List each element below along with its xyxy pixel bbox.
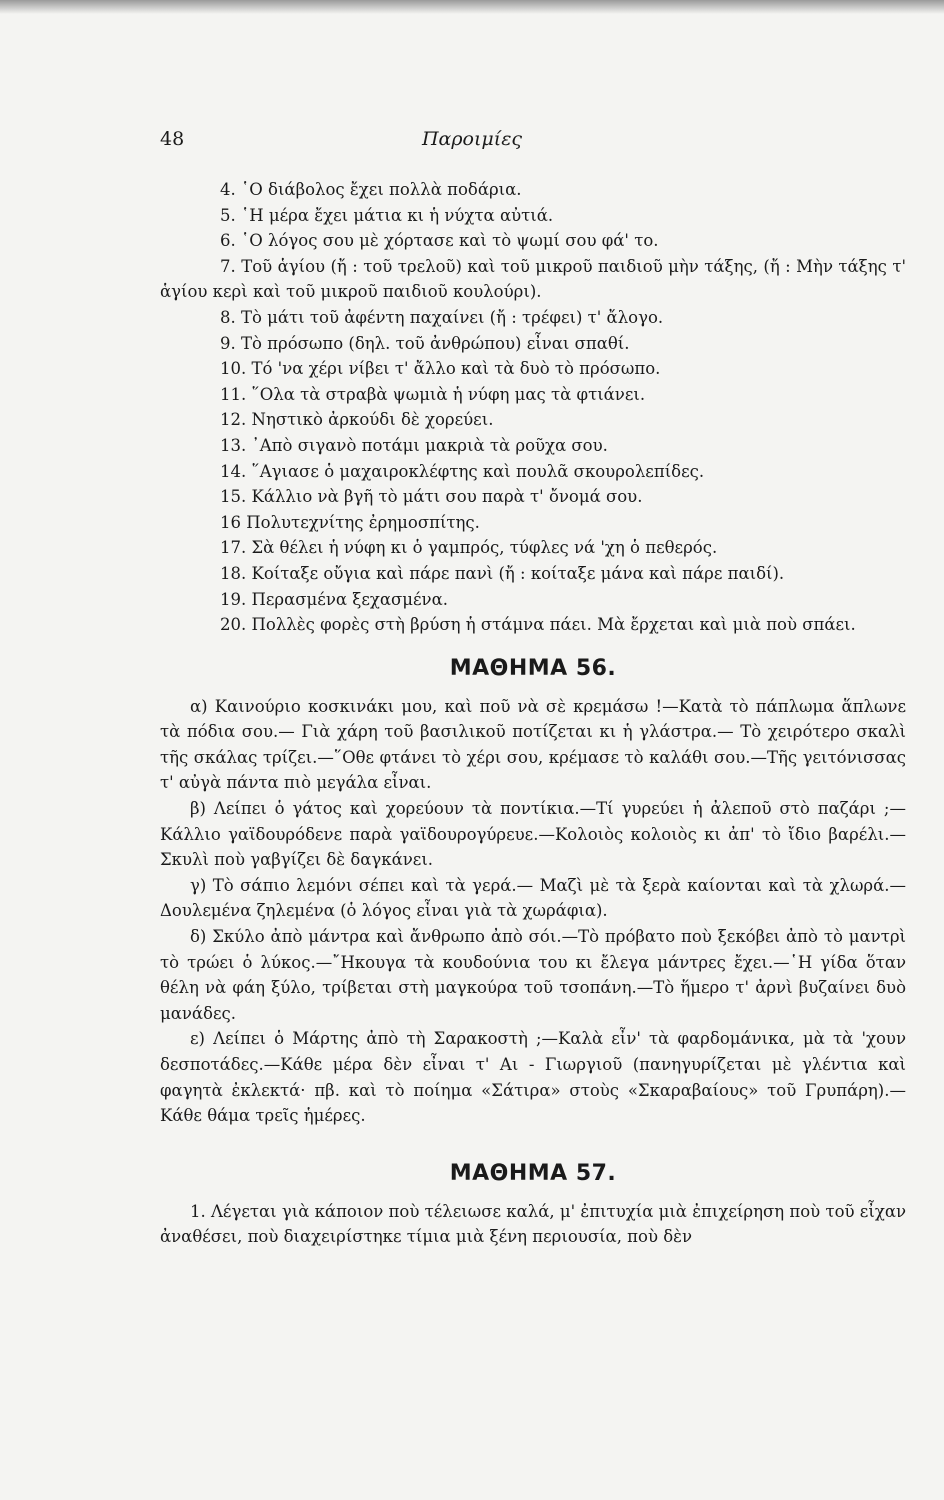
proverb-item	[160, 433, 906, 459]
lesson-56-paragraph-a: α) Καινούριο κοσκινάκι μου, καὶ ποῦ νὰ σὲ κρεμάσω !—Κατὰ τὸ πάπλωμα ἅπλωνε τὰ πόδια σου.— Γιὰ χάρη τοῦ βασιλικοῦ ποτίζεται κι ἡ γλάστρα.— Τὸ χειρότερο σκαλὶ τῆς σκάλας τρίζει.—῞Οθε φτάνει τὸ χέρι σου, κρέμασε τὸ καλάθι σου.—Τῆς γειτόνισσας τ' αὐγὰ πάντα πιὸ μεγάλα εἶναι.	[160, 696, 906, 793]
proverb-item	[160, 459, 906, 485]
proverb-text: Κοίταξε οὔγια καὶ πάρε πανὶ (ἤ : κοίταξε μάνα καὶ πάρε παιδί).	[251, 563, 785, 583]
proverb-item	[160, 177, 906, 203]
proverb-text: ῾Ο διάβολος ἔχει πολλὰ ποδάρια.	[241, 180, 522, 199]
proverb-number: 19.	[220, 589, 247, 609]
proverb-item	[160, 535, 906, 561]
proverb-number: 15.	[220, 487, 247, 507]
proverb-text: Πολλὲς φορὲς στὴ βρύση ἡ στάμνα πάει. Μὰ ἔρχεται καὶ μιὰ ποὺ σπάει.	[251, 615, 856, 635]
proverb-item	[160, 561, 906, 587]
proverb-text: ῾Η μέρα ἔχει μάτια κι ἡ νύχτα αὐτιά.	[241, 205, 554, 225]
proverb-number: 4.	[220, 180, 236, 199]
lesson-57-heading: ΜΑΘΗΜΑ 57.	[449, 1160, 617, 1186]
proverb-list	[160, 177, 906, 638]
lesson-57-body	[160, 1199, 906, 1250]
proverb-number: 11.	[220, 384, 247, 404]
text-block	[160, 177, 906, 1250]
proverb-item	[160, 612, 906, 638]
proverb-text: ῾Ο λόγος σου μὲ χόρτασε καὶ τὸ ψωμί σου φά' το.	[241, 231, 659, 251]
proverb-number: 14.	[220, 461, 247, 481]
proverb-number: 5.	[220, 205, 236, 225]
lesson-56-paragraph-d: δ) Σκύλο ἀπὸ μάντρα καὶ ἄνθρωπο ἀπὸ σόι.—Τὸ πρόβατο ποὺ ξεκόβει ἀπὸ τὸ μαντρὶ τὸ τρώει ὁ λύκος.—῎Ηκουγα τὰ κουδούνια του κι ἔλεγα μάντρες ἔχει.—῾Η γίδα ὅταν θέλη νὰ φάη ξύλο, τρίβεται στὴ μαγκούρα τοῦ τσοπάνη.—Τὸ ἥμερο τ' ἀρνὶ βυζαίνει δυὸ μανάδες.	[160, 927, 906, 1023]
proverb-text: Σὰ θέλει ἡ νύφη κι ὁ γαμπρός, τύφλες νά 'χη ὁ πεθερός.	[251, 538, 718, 558]
proverb-text: Τὸ πρόσωπο (δηλ. τοῦ ἀνθρώπου) εἶναι σπαθί.	[241, 333, 630, 353]
running-title: Παροιμίες	[421, 128, 523, 150]
proverb-text: Νηστικὸ ἀρκούδι δὲ χορεύει.	[251, 410, 494, 430]
proverb-number: 13.	[220, 435, 247, 455]
proverb-item	[160, 407, 906, 433]
lesson-56-paragraph-b: β) Λείπει ὁ γάτος καὶ χορεύουν τὰ ποντίκια.—Τί γυρεύει ἡ ἀλεποῦ στὸ παζάρι ;—Κάλλιο γαϊδουρόδενε παρὰ γαϊδουρογύρευε.—Κολοιὸς κολοιὸς κι ἀπ' τὸ ἴδιο βαρέλι.—Σκυλὶ ποὺ γαβγίζει δὲ δαγκάνει.	[160, 799, 906, 870]
proverb-text: Τό 'να χέρι νίβει τ' ἄλλο καὶ τὰ δυὸ τὸ πρόσωπο.	[251, 359, 661, 379]
proverb-text: Τὸ μάτι τοῦ ἀφέντη παχαίνει (ἤ : τρέφει) τ' ἄλογο.	[241, 307, 664, 327]
proverb-item	[160, 382, 906, 408]
proverb-number: 18.	[220, 563, 247, 583]
proverb-number: 6.	[220, 231, 236, 251]
lesson-56-paragraph-c: γ) Τὸ σάπιο λεμόνι σέπει καὶ τὰ γερά.— Μαζὶ μὲ τὰ ξερὰ καίονται καὶ τὰ χλωρά.—Δουλεμένα ζηλεμένα (ὁ λόγος εἶναι γιὰ τὰ χωράφια).	[160, 875, 906, 921]
proverb-number: 20.	[220, 615, 247, 635]
proverb-item	[160, 228, 906, 254]
lesson-57-paragraph-1: 1. Λέγεται γιὰ κάποιον ποὺ τέλειωσε καλά, μ' ἐπιτυχία μιὰ ἐπιχείρηση ποὺ τοῦ εἶχαν ἀναθέσει, ποὺ διαχειρίστηκε τίμια μιὰ ξένη περιουσία, ποὺ δὲν	[160, 1201, 906, 1247]
proverb-item	[160, 203, 906, 229]
proverb-item	[160, 331, 906, 357]
proverb-text: ῞Αγιασε ὁ μαχαιροκλέφτης καὶ πουλᾶ σκουρολεπίδες.	[251, 461, 705, 481]
page-top-shadow	[0, 0, 944, 14]
proverb-item	[160, 356, 906, 382]
proverb-item	[160, 254, 906, 305]
lesson-56-body	[160, 694, 906, 1129]
proverb-text: Πολυτεχνίτης ἐρημοσπίτης.	[246, 512, 480, 532]
lesson-56-paragraph-e: ε) Λείπει ὁ Μάρτης ἀπὸ τὴ Σαρακοστὴ ;—Καλὰ εἶν' τὰ φαρδομάνικα, μὰ τὰ 'χουν δεσποτάδες.—Κάθε μέρα δὲν εἶναι τ' Αι - Γιωργιοῦ (πανηγυρίζεται μὲ γλέντια καὶ φαγητὰ ἐκλεκτά· πβ. καὶ τὸ ποίημα «Σάτιρα» στοὺς «Σκαραβαίους» τοῦ Γρυπάρη).—Κάθε θάμα τρεῖς ἡμέρες.	[160, 1029, 906, 1126]
proverb-number: 7.	[220, 256, 236, 276]
proverb-item	[160, 587, 906, 613]
proverb-text: ᾿Απὸ σιγανὸ ποτάμι μακριὰ τὰ ροῦχα σου.	[251, 435, 608, 455]
proverb-number: 10.	[220, 359, 247, 379]
proverb-text: Κάλλιο νὰ βγῆ τὸ μάτι σου παρὰ τ' ὄνομά σου.	[251, 487, 643, 507]
proverb-number: 8.	[220, 307, 236, 327]
page-number: 48	[160, 128, 185, 150]
proverb-item	[160, 484, 906, 510]
proverb-text: Περασμένα ξεχασμένα.	[251, 589, 448, 609]
lesson-56-heading: ΜΑΘΗΜΑ 56.	[449, 655, 617, 681]
proverb-text: Τοῦ ἁγίου (ἤ : τοῦ τρελοῦ) καὶ τοῦ μικροῦ παιδιοῦ μὴν τάξης, (ἤ : Μὴν τάξης τ' ἁγίου κερὶ καὶ τοῦ μικροῦ παιδιοῦ κουλούρι).	[160, 256, 906, 302]
proverb-number: 12.	[220, 410, 247, 430]
proverb-number: 9.	[220, 333, 236, 353]
proverb-item	[160, 510, 906, 536]
proverb-text: ῞Ολα τὰ στραβὰ ψωμιὰ ἡ νύφη μας τὰ φτιάνει.	[251, 384, 646, 404]
proverb-item	[160, 305, 906, 331]
proverb-number: 16	[220, 512, 241, 532]
proverb-number: 17.	[220, 538, 247, 558]
